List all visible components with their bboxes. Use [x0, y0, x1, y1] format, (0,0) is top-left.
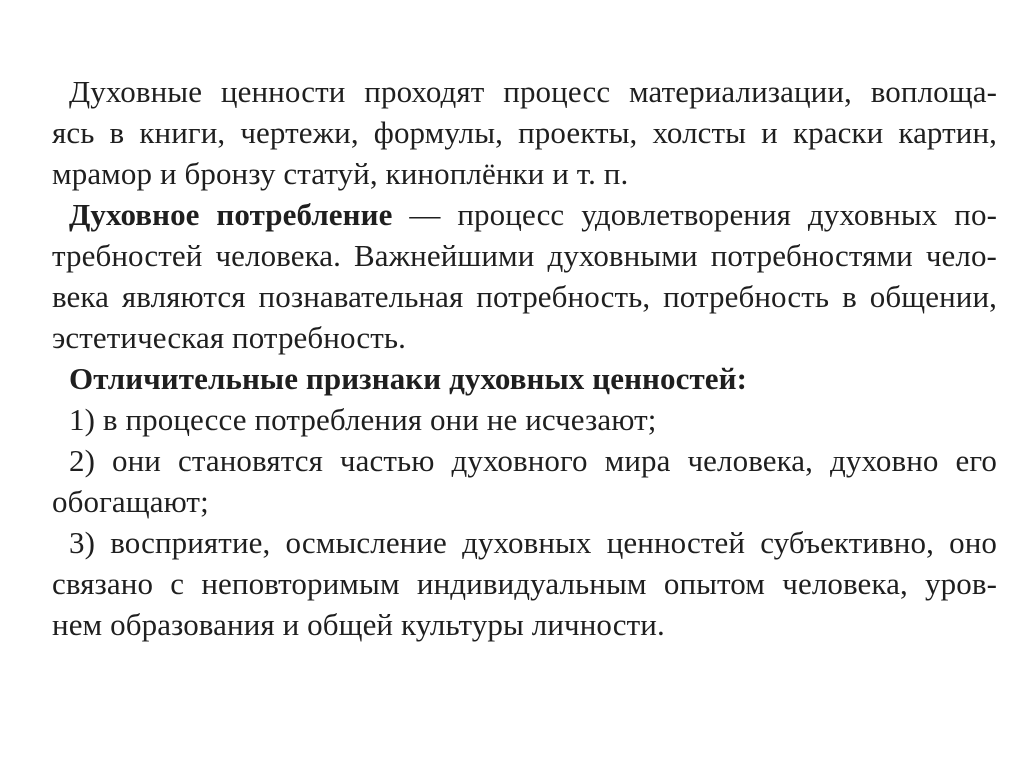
paragraph2-term: Духовное потребление: [69, 197, 393, 232]
paragraph1-line2: ясь в книги, чертежи, формулы, проекты, холсты и краски картин,: [52, 115, 997, 150]
paragraph1-line1: Духовные ценности проходят процесс материализации, воплоща-: [69, 74, 997, 109]
feature-item-3-line1: 3) восприятие, осмысление духовных ценностей субъективно, оно: [69, 525, 997, 560]
paragraph2-line2: требностей человека. Важнейшими духовными потребностями чело-: [52, 238, 997, 273]
feature-item-2-line2: обогащают;: [52, 484, 209, 519]
paragraph2-line1: [52, 194, 997, 235]
feature-item-3-line3: нем образования и общей культуры личности.: [52, 607, 665, 642]
paragraph2-line4: эстетическая потребность.: [52, 320, 406, 355]
feature-item-1: 1) в процессе потребления они не исчезают;: [69, 402, 657, 437]
feature-item-3-line2: связано с неповторимым индивидуальным опытом человека, уров-: [52, 566, 997, 601]
features-heading: Отличительные признаки духовных ценностей:: [69, 361, 748, 396]
text-block: [52, 71, 997, 645]
paragraph1-line3: мрамор и бронзу статуй, киноплёнки и т. п.: [52, 156, 629, 191]
paragraph2-line3: века являются познавательная потребность, потребность в общении,: [52, 279, 997, 314]
paragraph2-line1-rest: — процесс удовлетворения духовных по-: [392, 197, 997, 232]
feature-item-2-line1: 2) они становятся частью духовного мира человека, духовно его: [69, 443, 997, 478]
